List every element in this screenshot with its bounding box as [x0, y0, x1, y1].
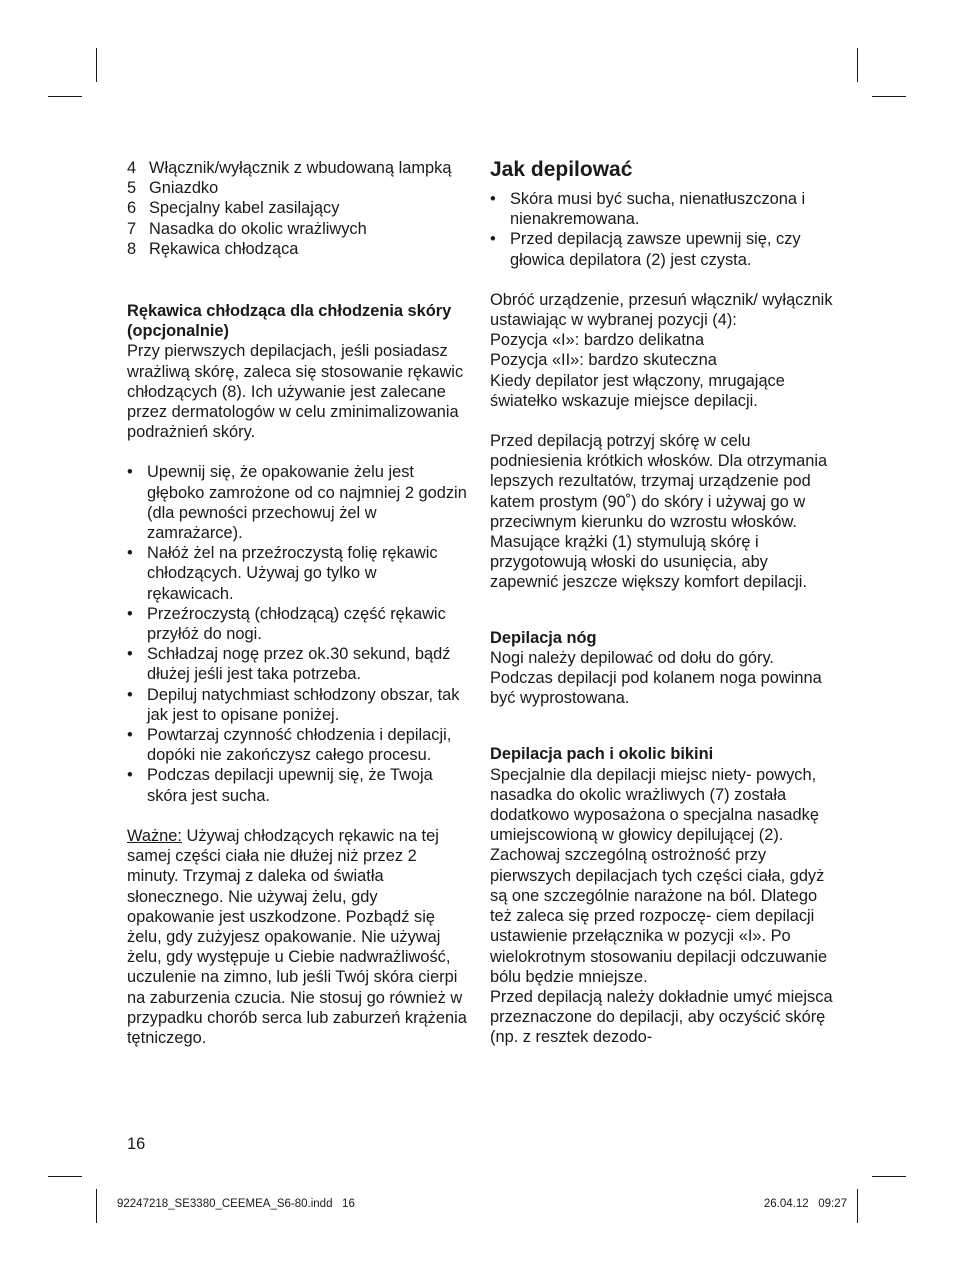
important-note	[127, 826, 467, 1048]
footer-datetime: 26.04.12 09:27	[763, 1198, 847, 1210]
list-item: • Nałóż żel na przeźroczystą folię rękawic chłodzących. Używaj go tylko w rękawicach.	[127, 544, 438, 603]
gloves-bullet-list	[127, 462, 467, 805]
section-title: Jak depilować	[490, 158, 633, 181]
bikini-paragraph-1: Specjalnie dla depilacji miejsc niety- powych, nasadka do okolic wrażliwych (7) została dodatkowo wyposażona o specjalna nasadkę umiejscowioną w głowicy depilującej (2).	[490, 765, 819, 845]
list-item: • Podczas depilacji upewnij się, że Twoja skóra jest sucha.	[127, 766, 433, 805]
preparation-paragraph: Przed depilacją potrzyj skórę w celu podniesienia krótkich włosków. Dla otrzymania lepszych rezultatów, trzymaj urządzenie pod katem prostym (90˚) do skóry i używaj go w przeciwnym kierunku do wzrostu włosków. Masujące krążki (1) stymulują skórę i przygotowują włoski do usunięcia, aby zapewnić jeszcze większy komfort depilacji.	[490, 432, 828, 592]
legs-paragraph: Nogi należy depilować od dołu do góry. Podczas depilacji pod kolanem noga powinna być wyprostowana.	[490, 648, 822, 708]
bikini-paragraph-2: Zachowaj szczególną ostrożność przy pierwszych depilacjach tych części ciała, gdyż są one szczególnie narażone na ból. Dlatego też zaleca się przed rozpoczę- ciem depilacji ustawienie przełącznika w pozycji «I». Po wielokrotnym stosowaniu depilacji odczuwanie bólu będzie mniejsze.	[490, 846, 828, 986]
bikini-paragraph-3: Przed depilacją należy dokładnie umyć miejsca przeznaczone do depilacji, aby oczyścić skórę (np. z resztek dezodo-	[490, 987, 833, 1047]
gloves-heading: Rękawica chłodząca dla chłodzenia skóry (opcjonalnie)	[127, 302, 452, 341]
crop-mark	[872, 1176, 906, 1177]
bikini-heading: Depilacja pach i okolic bikini	[490, 745, 714, 764]
page-number: 16	[127, 1135, 146, 1153]
parts-list	[127, 158, 467, 259]
light-paragraph: Kiedy depilator jest włączony, mrugające światełko wskazuje miejsce depilacji.	[490, 371, 785, 410]
important-label: Ważne:	[127, 826, 182, 845]
list-item: • Przed depilacją zawsze upewnij się, czy głowica depilatora (2) jest czysta.	[490, 230, 801, 269]
crop-mark	[48, 1176, 82, 1177]
important-text: Używaj chłodzących rękawic na tej samej części ciała nie dłużej niż przez 2 minuty. Trzymaj z daleka od światła słonecznego. Nie używaj żelu, gdy opakowanie jest uszkodzone. Pozbądź się żelu, gdy zużyjesz opakowanie. Nie używaj żelu, gdy występuje u Ciebie nadwrażliwość, uczulenie na zimno, lub jeśli Twój skóra cierpi na zaburzenia czucia. Nie stosuj go również w przypadku chorób serca lub zaburzeń krążenia tętniczego.	[127, 826, 467, 1047]
requirements-bullet-list	[490, 189, 835, 270]
crop-mark	[872, 96, 906, 97]
list-item: 5 Gniazdko	[127, 179, 219, 198]
list-item: • Upewnij się, że opakowanie żelu jest głęboko zamrożone od co najmniej 2 godzin (dla pewności przechowuj żel w zamrażarce).	[127, 463, 467, 543]
crop-mark	[48, 96, 82, 97]
list-item: • Depiluj natychmiast schłodzony obszar, tak jak jest to opisane poniżej.	[127, 685, 460, 724]
list-item: 4 Włącznik/wyłącznik z wbudowaną lampką	[127, 159, 452, 177]
position-1: Pozycja «I»: bardzo delikatna	[490, 331, 705, 350]
crop-mark	[857, 48, 858, 82]
switch-paragraph: Obróć urządzenie, przesuń włącznik/ wyłącznik ustawiając w wybranej pozycji (4):	[490, 290, 833, 330]
footer-file-info: 92247218_SE3380_CEEMEA_S6-80.indd 16	[117, 1198, 355, 1210]
gloves-paragraph: Przy pierwszych depilacjach, jeśli posiadasz wrażliwą skórę, zaleca się stosowanie rękawic chłodzących (8). Ich używanie jest zalecane przez dermatologów w celu zminimalizowania podrażnień skóry.	[127, 342, 464, 442]
list-item: • Przeźroczystą (chłodzącą) część rękawic przyłóż do nogi.	[127, 604, 446, 644]
list-item: 7 Nasadka do okolic wrażliwych	[127, 219, 367, 238]
list-item: • Schładzaj nogę przez ok.30 sekund, bądź dłużej jeśli jest taka potrzeba.	[127, 645, 451, 684]
list-item: 8 Rękawica chłodząca	[127, 239, 299, 258]
crop-mark	[96, 1189, 97, 1223]
left-column	[127, 158, 467, 1048]
legs-heading: Depilacja nóg	[490, 628, 597, 647]
list-item: • Skóra musi być sucha, nienatłuszczona i nienakremowana.	[490, 190, 806, 229]
crop-mark	[96, 48, 97, 82]
position-2: Pozycja «II»: bardzo skuteczna	[490, 351, 717, 370]
list-item: 6 Specjalny kabel zasilający	[127, 199, 340, 218]
right-column	[490, 158, 835, 1048]
list-item: • Powtarzaj czynność chłodzenia i depilacji, dopóki nie zakończysz całego procesu.	[127, 726, 452, 765]
crop-mark	[857, 1189, 858, 1223]
